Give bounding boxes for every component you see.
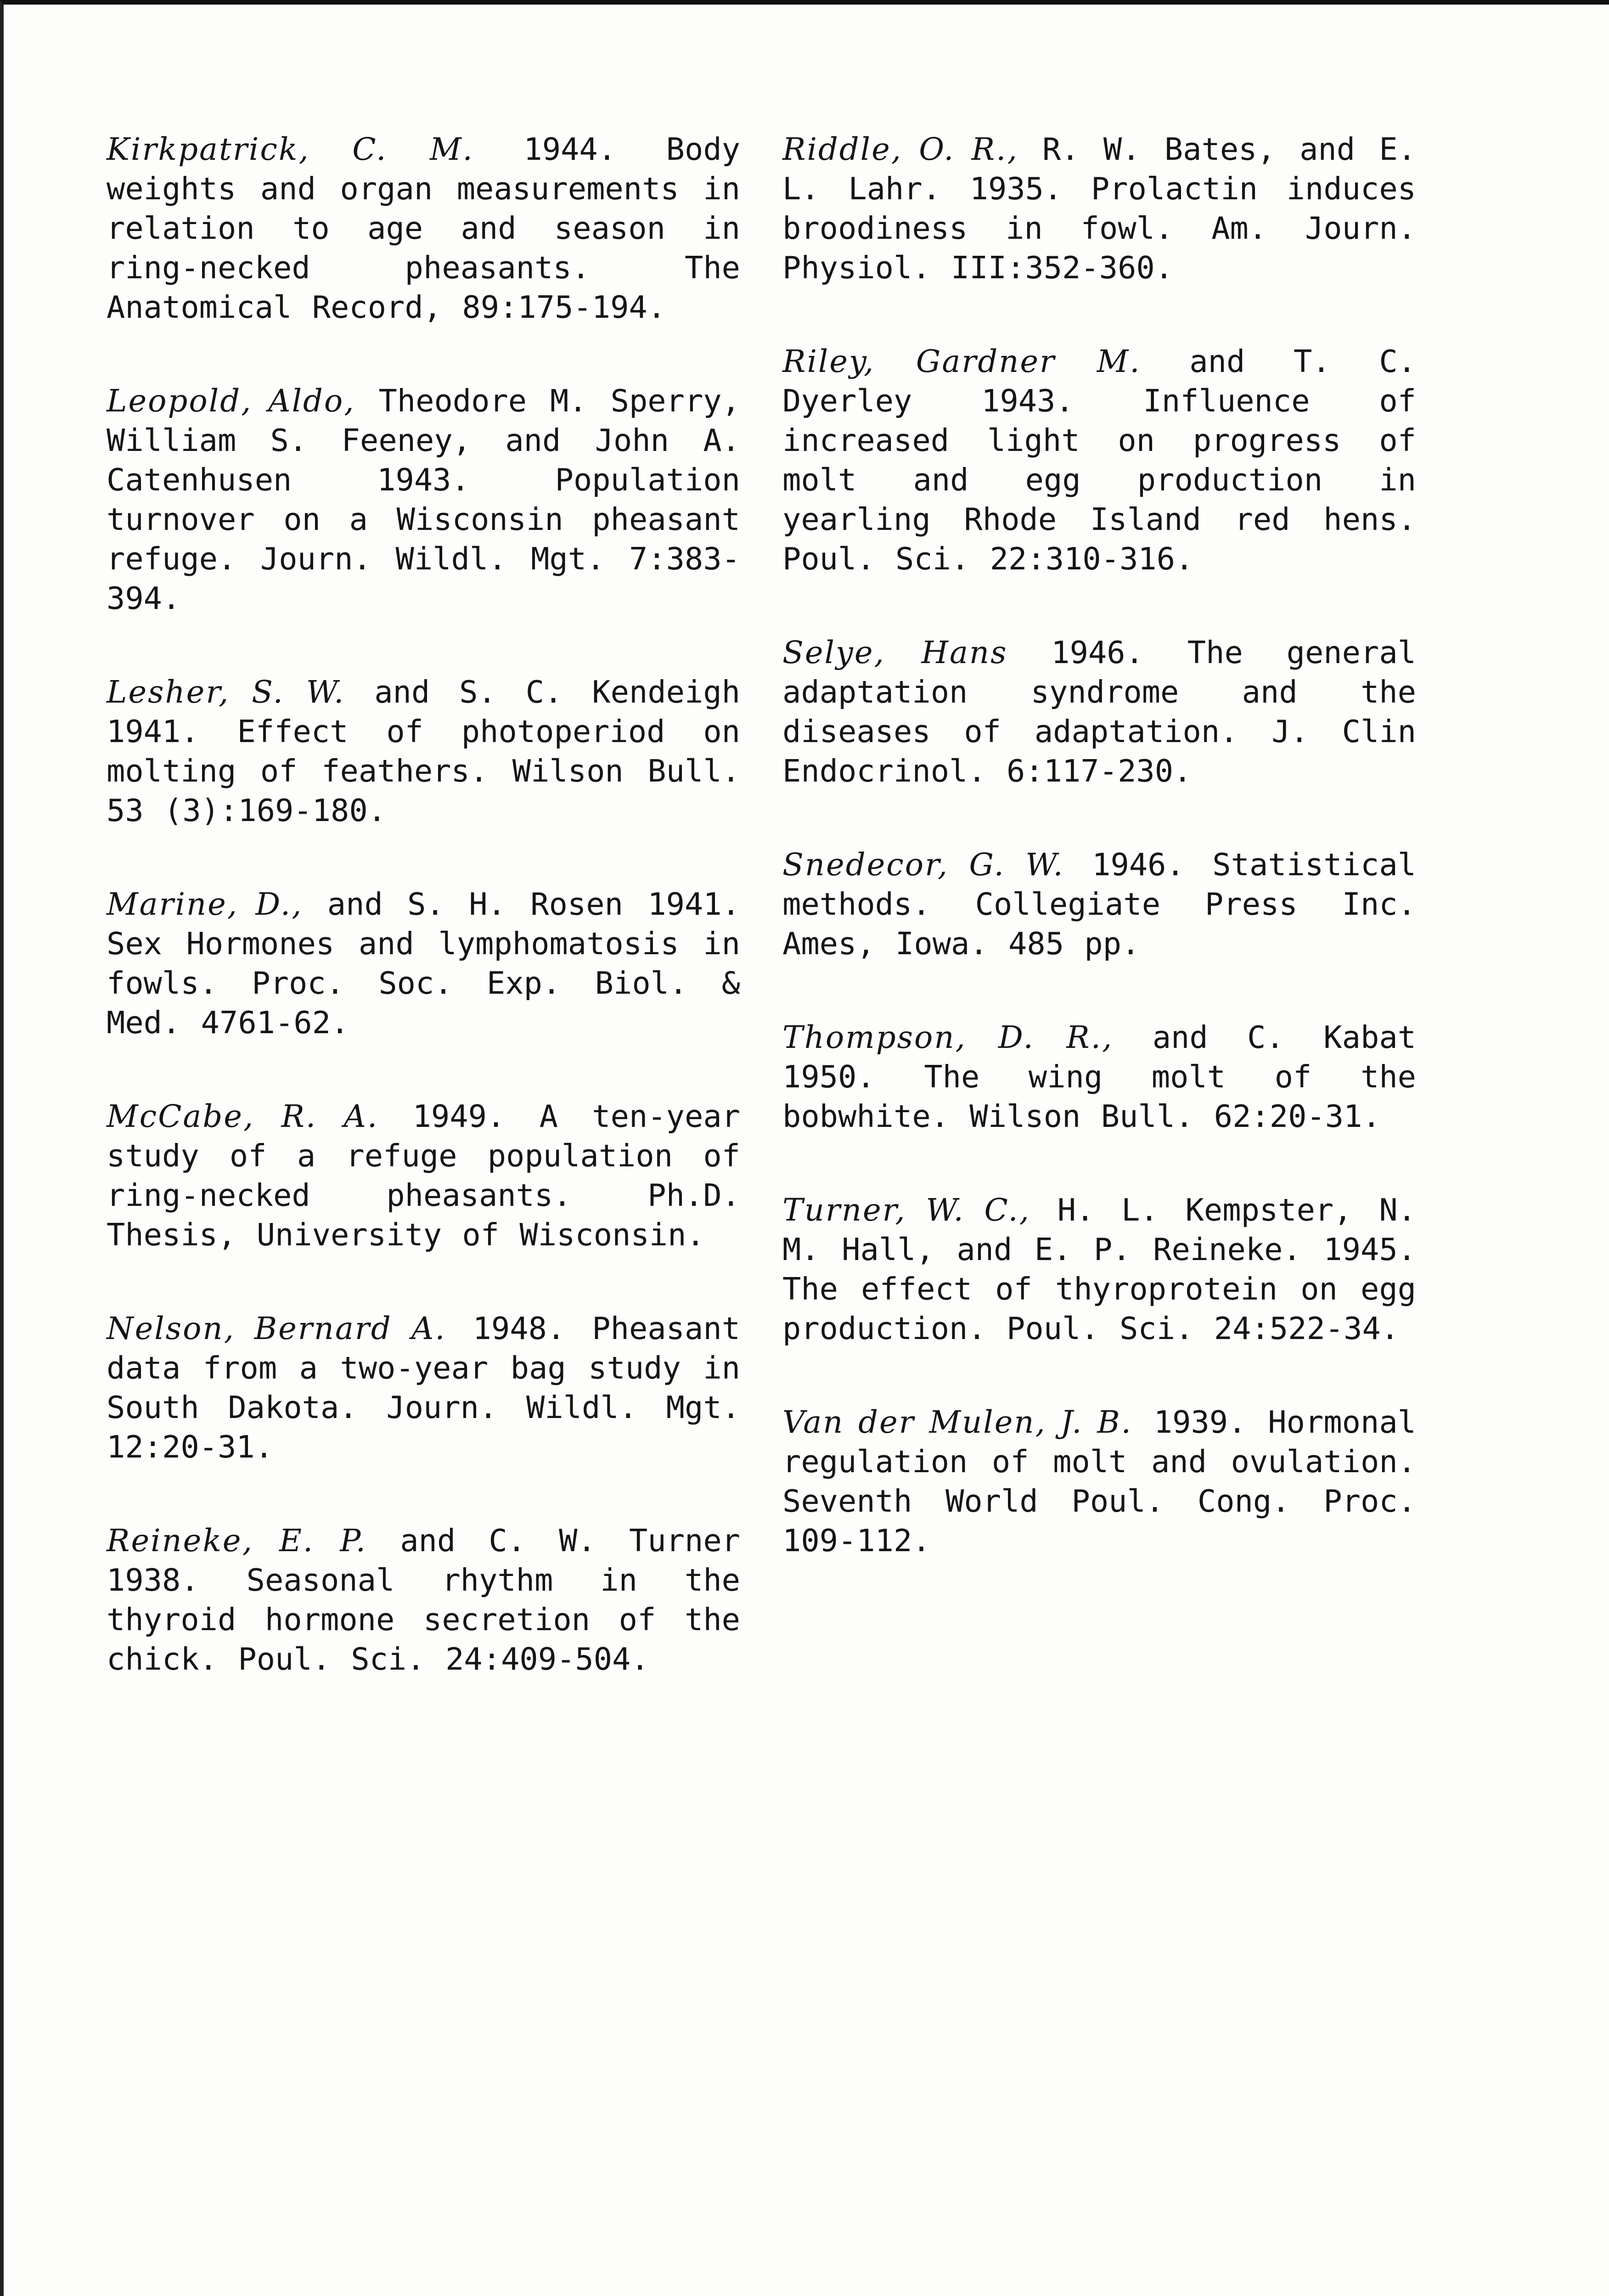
reference-text: 1946. The general adaptation syndrome and the diseases of adaptation. J. Clin Endocrinol. 6:117-230. — [782, 635, 1416, 789]
reference-authors: Snedecor, G. W. — [782, 847, 1064, 883]
reference-authors: Riley, Gardner M. — [782, 343, 1141, 379]
reference-authors: Selye, Hans — [782, 635, 1008, 670]
reference-text: and S. C. Kendeigh 1941. Effect of photoperiod on molting of feathers. Wilson Bull. 53 (3):169-180. — [107, 674, 741, 828]
reference-authors: Lesher, S. W. — [107, 674, 345, 710]
reference-text: H. L. Kempster, N. M. Hall, and E. P. Reineke. 1945. The effect of thyroprotein on egg production. Poul. Sci. 24:522-34. — [782, 1192, 1417, 1346]
reference-text: R. W. Bates, and E. L. Lahr. 1935. Prolactin induces broodiness in fowl. Am. Journ. Physiol. III:352-360. — [782, 131, 1416, 286]
reference-authors: Leopold, Aldo, — [107, 383, 355, 419]
reference-entry — [107, 129, 740, 327]
reference-entry — [107, 1521, 740, 1679]
reference-entry — [782, 129, 1416, 287]
reference-authors: Van der Mulen, J. B. — [782, 1404, 1132, 1440]
reference-entry — [782, 342, 1416, 579]
reference-authors: Reineke, E. P. — [107, 1523, 367, 1559]
reference-text: and T. C. Dyerley 1943. Influence of increased light on progress of molt and egg production in yearling Rhode Island red hens. Poul. Sci. 22:310-316. — [782, 343, 1416, 577]
reference-authors: Thompson, D. R., — [782, 1019, 1114, 1055]
reference-authors: Marine, D., — [107, 886, 303, 922]
reference-authors: McCabe, R. A. — [107, 1098, 379, 1134]
reference-text: 1944. Body weights and organ measurements in relation to age and season in ring-necked pheasants. The Anatomical Record, 89:175-194. — [107, 131, 740, 325]
reference-text: and C. Kabat 1950. The wing molt of the bobwhite. Wilson Bull. 62:20-31. — [782, 1019, 1416, 1134]
reference-text: and C. W. Turner 1938. Seasonal rhythm in the thyroid hormone secretion of the chick. Poul. Sci. 24:409-504. — [107, 1523, 740, 1677]
reference-entry — [107, 672, 740, 830]
reference-text: 1946. Statistical methods. Collegiate Press Inc. Ames, Iowa. 485 pp. — [782, 847, 1416, 962]
reference-entry — [107, 1309, 740, 1467]
reference-entry — [782, 1018, 1416, 1136]
reference-entry — [782, 1190, 1416, 1348]
reference-entry — [107, 381, 740, 618]
reference-text: 1939. Hormonal regulation of molt and ovulation. Seventh World Poul. Cong. Proc. 109-112. — [782, 1404, 1416, 1559]
reference-entry — [107, 1097, 740, 1255]
references-right-column — [782, 129, 1416, 1615]
reference-text: 1948. Pheasant data from a two-year bag study in South Dakota. Journ. Wildl. Mgt. 12:20-31. — [107, 1311, 740, 1465]
reference-authors: Kirkpatrick, C. M. — [107, 131, 474, 167]
reference-entry — [782, 845, 1416, 963]
reference-authors: Nelson, Bernard A. — [107, 1311, 446, 1346]
reference-authors: Turner, W. C., — [782, 1192, 1030, 1228]
reference-text: Theodore M. Sperry, William S. Feeney, and John A. Catenhusen 1943. Population turnover on a Wisconsin pheasant refuge. Journ. Wildl. Mgt. 7:383-394. — [107, 383, 740, 616]
reference-text: 1949. A ten-year study of a refuge population of ring-necked pheasants. Ph.D. Thesis, University of Wisconsin. — [107, 1098, 740, 1253]
references-left-column — [107, 129, 740, 1733]
reference-text: and S. H. Rosen 1941. Sex Hormones and lymphomatosis in fowls. Proc. Soc. Exp. Biol. & Med. 4761-62. — [107, 886, 741, 1041]
reference-entry — [782, 633, 1416, 791]
reference-entry — [782, 1402, 1416, 1560]
reference-entry — [107, 884, 740, 1042]
reference-authors: Riddle, O. R., — [782, 131, 1018, 167]
